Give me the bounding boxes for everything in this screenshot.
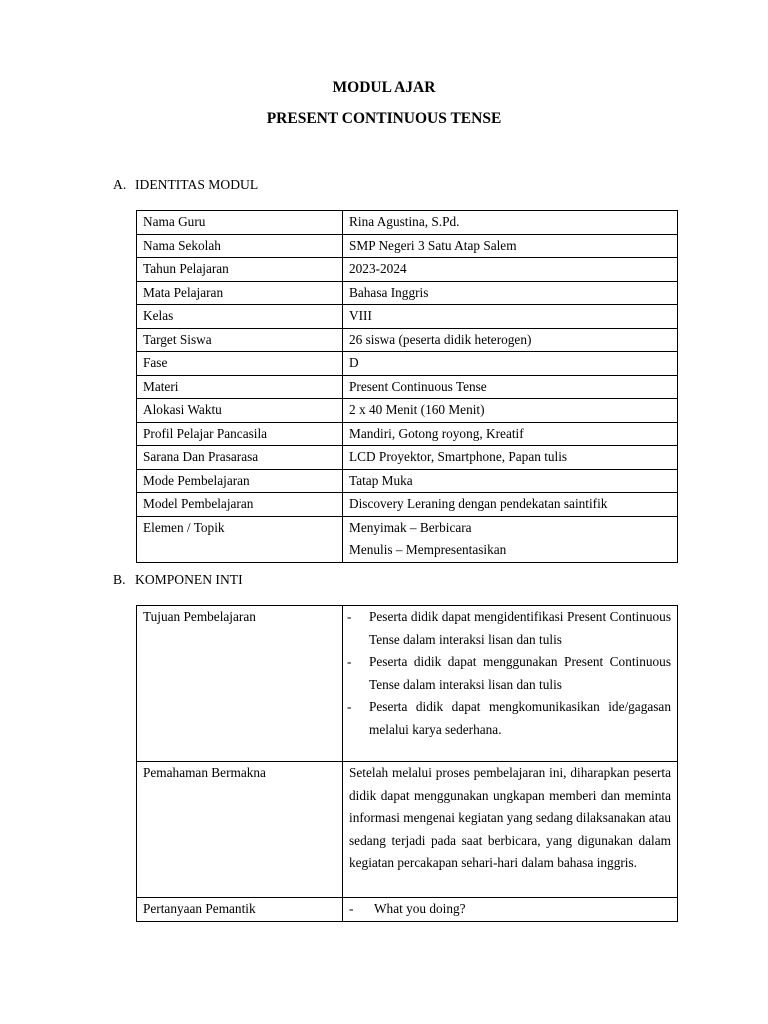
row-value: 2023-2024 bbox=[343, 258, 678, 282]
row-value: Bahasa Inggris bbox=[343, 281, 678, 305]
row-key: Materi bbox=[137, 375, 343, 399]
document-subtitle: PRESENT CONTINUOUS TENSE bbox=[266, 110, 502, 127]
table-row bbox=[137, 234, 678, 258]
row-value bbox=[343, 516, 678, 562]
section-a-title: IDENTITAS MODUL bbox=[135, 177, 259, 192]
row-value-line: Menyimak – Berbicara bbox=[349, 519, 472, 535]
tujuan-label: Tujuan Pembelajaran bbox=[137, 606, 343, 762]
table-row bbox=[137, 469, 678, 493]
row-value: Mandiri, Gotong royong, Kreatif bbox=[343, 422, 678, 446]
komponen-inti-table bbox=[136, 605, 678, 922]
pemahaman-label: Pemahaman Bermakna bbox=[137, 762, 343, 898]
table-row bbox=[137, 446, 678, 470]
row-key: Nama Sekolah bbox=[137, 234, 343, 258]
pemahaman-value: Setelah melalui proses pembelajaran ini, diharapkan peserta didik dapat menggunakan ungkapan memberi dan meminta informasi mengenai kegiatan yang sedang dilaksanakan atau sedang terjadi pada saat berbicara, yang digunakan dalam kegiatan percakapan sehari-hari dalam bahasa inggris. bbox=[343, 762, 678, 898]
table-row bbox=[137, 422, 678, 446]
table-row bbox=[137, 399, 678, 423]
row-key: Profil Pelajar Pancasila bbox=[137, 422, 343, 446]
tujuan-list bbox=[349, 606, 671, 741]
row-key: Alokasi Waktu bbox=[137, 399, 343, 423]
row-value: Discovery Leraning dengan pendekatan saintifik bbox=[343, 493, 678, 517]
section-a-heading bbox=[113, 177, 258, 193]
table-row bbox=[137, 898, 678, 922]
table-row bbox=[137, 606, 678, 762]
list-item: - Peserta didik dapat mengkomunikasikan ide/gagasan melalui karya sederhana. bbox=[347, 699, 671, 737]
tujuan-value bbox=[343, 606, 678, 762]
row-value: 26 siswa (peserta didik heterogen) bbox=[343, 328, 678, 352]
identitas-modul-table bbox=[136, 210, 678, 563]
row-value: Rina Agustina, S.Pd. bbox=[343, 211, 678, 235]
row-key: Elemen / Topik bbox=[137, 516, 343, 562]
table-row bbox=[137, 375, 678, 399]
table-row bbox=[137, 352, 678, 376]
row-key: Tahun Pelajaran bbox=[137, 258, 343, 282]
row-value: 2 x 40 Menit (160 Menit) bbox=[343, 399, 678, 423]
pertanyaan-label: Pertanyaan Pemantik bbox=[137, 898, 343, 922]
document-title: MODUL AJAR bbox=[332, 79, 436, 96]
table-row bbox=[137, 328, 678, 352]
list-item: - Peserta didik dapat menggunakan Present Continuous Tense dalam interaksi lisan dan tulis bbox=[347, 654, 671, 692]
row-key: Model Pembelajaran bbox=[137, 493, 343, 517]
table-row bbox=[137, 305, 678, 329]
table-row bbox=[137, 281, 678, 305]
pertanyaan-value: - What you doing? bbox=[343, 898, 678, 922]
table-row bbox=[137, 762, 678, 898]
row-key: Mode Pembelajaran bbox=[137, 469, 343, 493]
row-value: Tatap Muka bbox=[343, 469, 678, 493]
table-row bbox=[137, 516, 678, 562]
table-row bbox=[137, 258, 678, 282]
row-key: Mata Pelajaran bbox=[137, 281, 343, 305]
row-key: Nama Guru bbox=[137, 211, 343, 235]
row-key: Target Siswa bbox=[137, 328, 343, 352]
section-b-title: KOMPONEN INTI bbox=[135, 572, 243, 587]
list-item: - Peserta didik dapat mengidentifikasi Present Continuous Tense dalam interaksi lisan dan tulis bbox=[347, 609, 671, 647]
row-value: SMP Negeri 3 Satu Atap Salem bbox=[343, 234, 678, 258]
row-key: Sarana Dan Prasarasa bbox=[137, 446, 343, 470]
table-row bbox=[137, 493, 678, 517]
row-value: LCD Proyektor, Smartphone, Papan tulis bbox=[343, 446, 678, 470]
row-key: Kelas bbox=[137, 305, 343, 329]
row-value-line: Menulis – Mempresentasikan bbox=[349, 542, 507, 557]
row-value: D bbox=[343, 352, 678, 376]
section-a-letter: A. bbox=[113, 177, 127, 192]
row-key: Fase bbox=[137, 352, 343, 376]
section-b-heading bbox=[113, 572, 243, 588]
table-row bbox=[137, 211, 678, 235]
section-b-letter: B. bbox=[113, 572, 126, 587]
row-value: Present Continuous Tense bbox=[343, 375, 678, 399]
row-value: VIII bbox=[343, 305, 678, 329]
